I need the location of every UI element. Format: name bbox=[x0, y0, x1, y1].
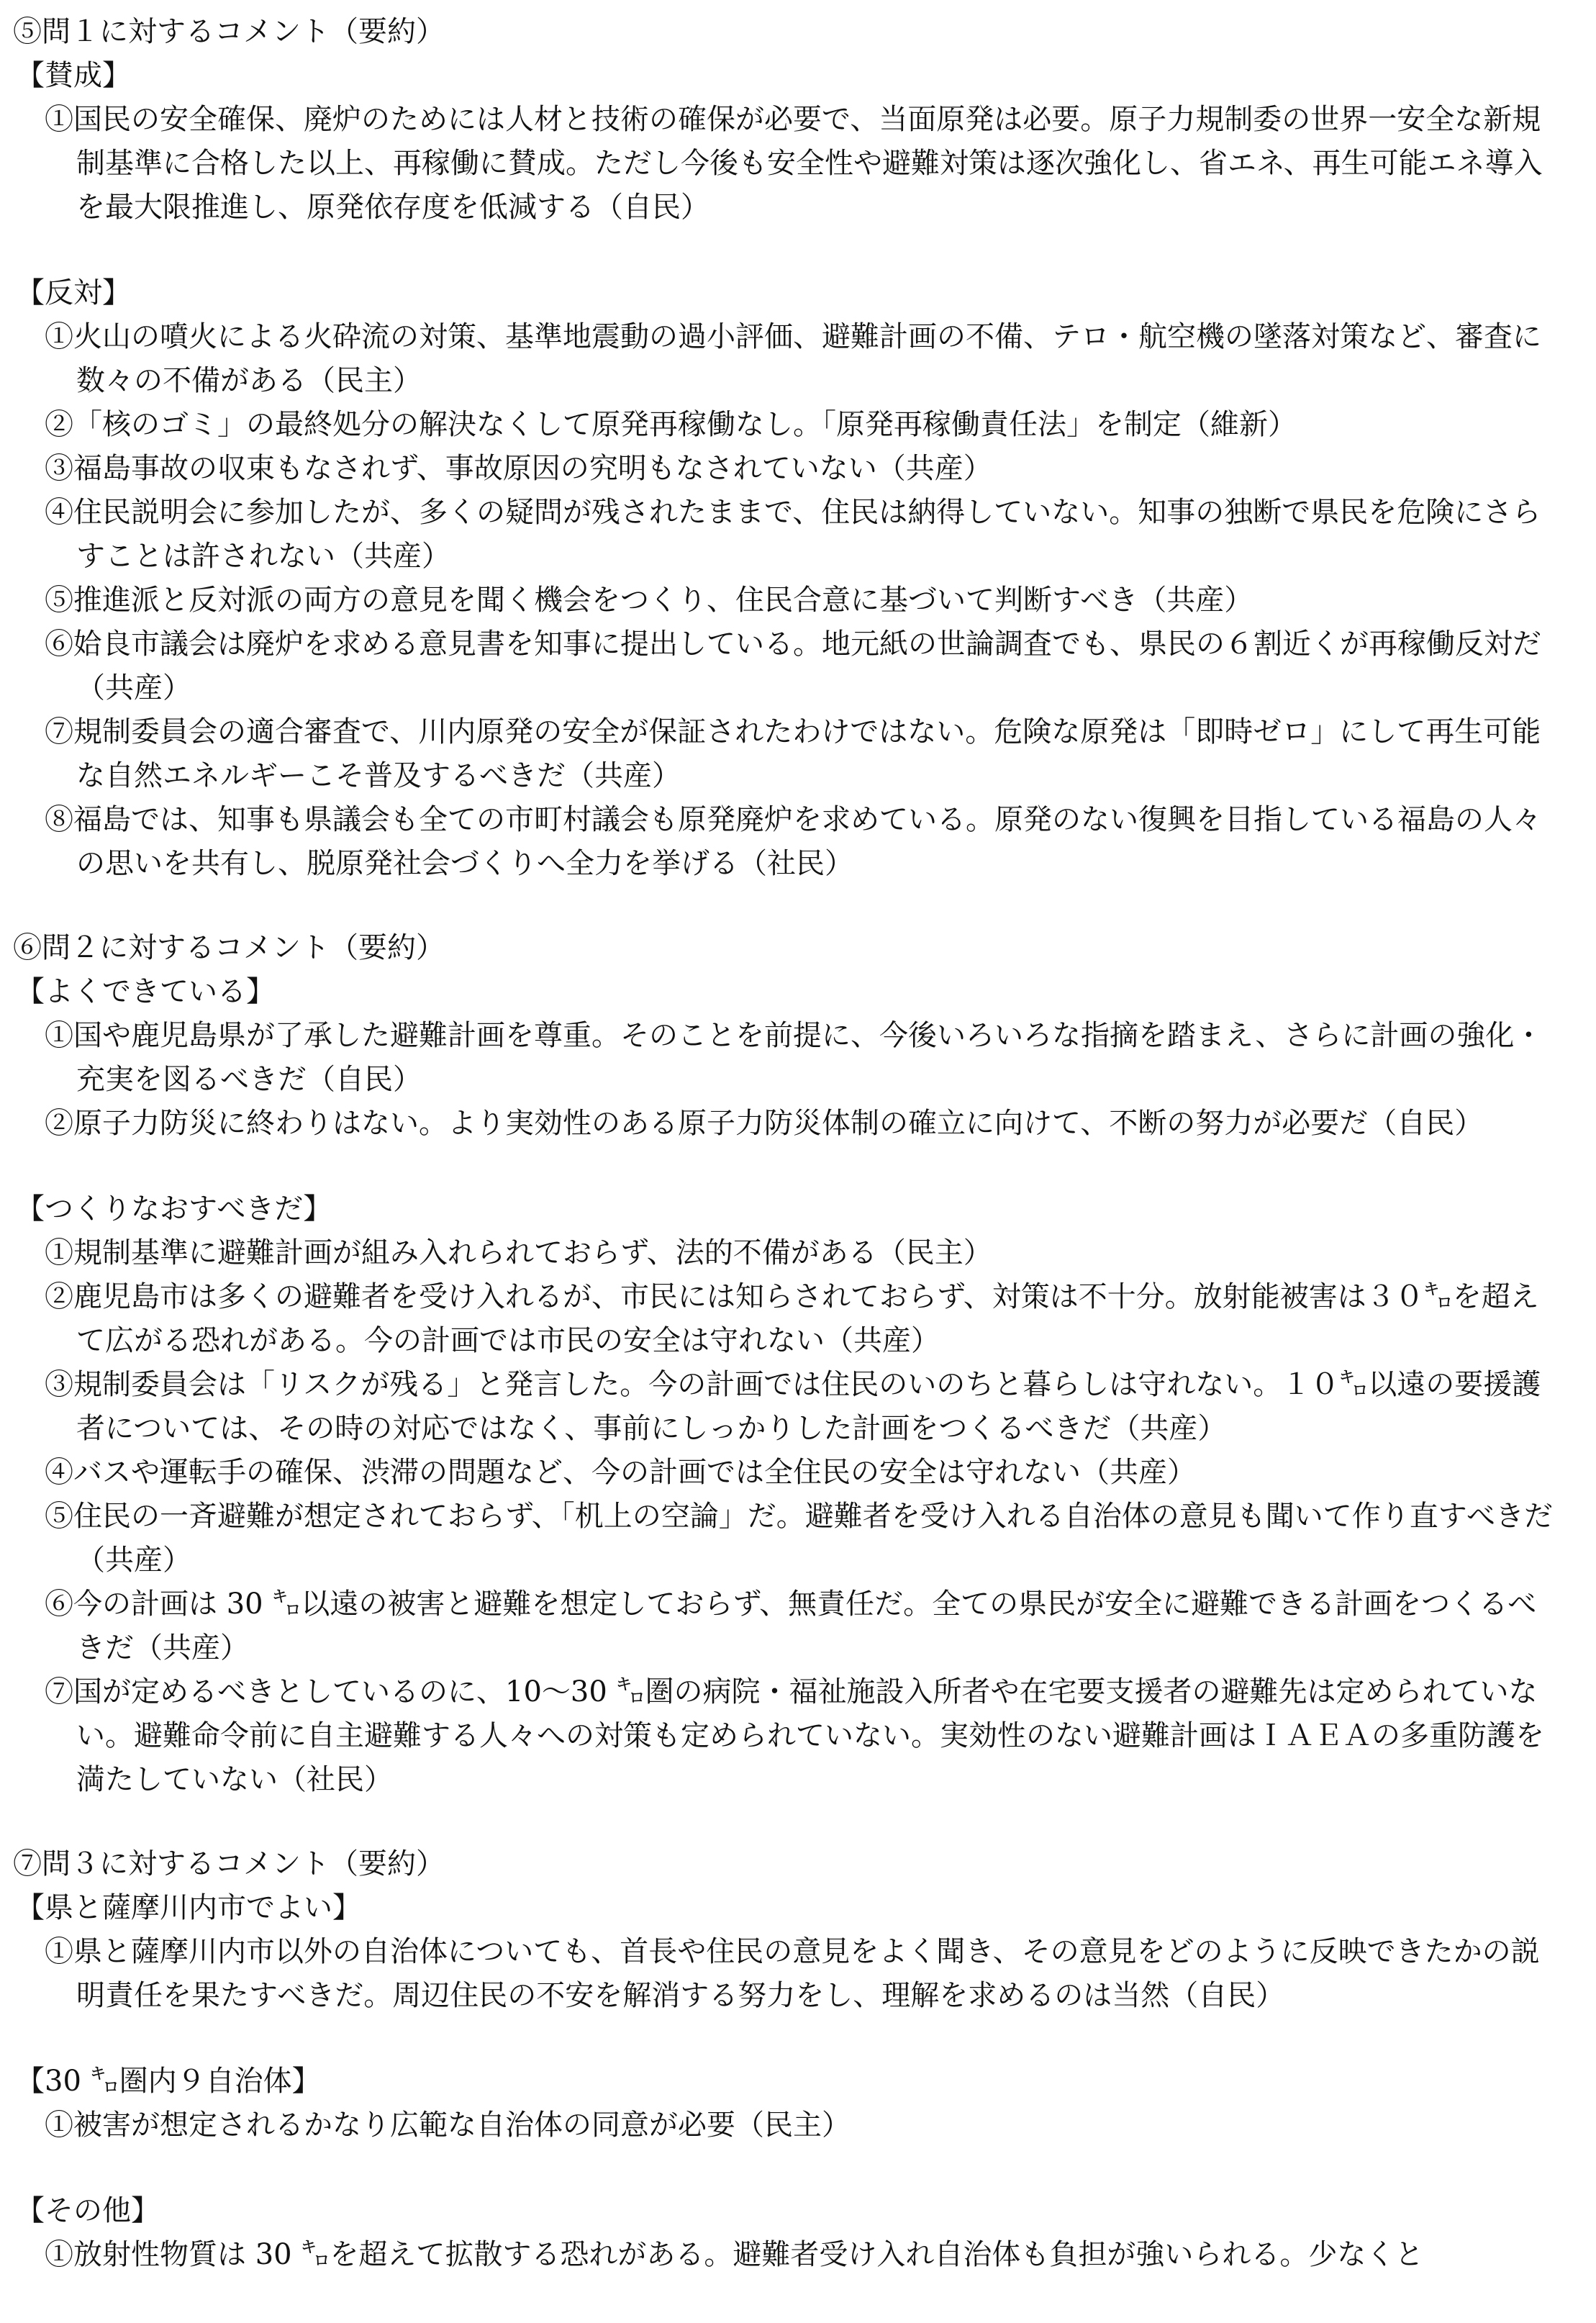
question-section bbox=[13, 10, 1553, 886]
group-heading: 【賛成】 bbox=[16, 59, 131, 92]
opinion-group bbox=[13, 2060, 1553, 2147]
comment-item: ②鹿児島市は多くの避難者を受け入れるが、市民には知らされておらず、対策は不十分。放射能被害は３０㌔を超えて広がる恐れがある。今の計画では市民の安全は守れない（共産） bbox=[45, 1280, 1539, 1357]
comment-list bbox=[13, 2233, 1553, 2277]
comment-item: ②「核のゴミ」の最終処分の解決なくして原発再稼働なし。「原発再稼働責任法」を制定（維新） bbox=[45, 408, 1297, 441]
comment-item: ⑤推進派と反対派の両方の意見を聞く機会をつくり、住民合意に基づいて判断すべき（共産） bbox=[45, 584, 1253, 617]
comment-item: ②原子力防災に終わりはない。より実効性のある原子力防災体制の確立に向けて、不断の努力が必要だ（自民） bbox=[45, 1107, 1484, 1140]
opinion-group bbox=[13, 1187, 1553, 1802]
group-heading: 【つくりなおすべきだ】 bbox=[16, 1192, 332, 1226]
opinion-group bbox=[13, 2189, 1553, 2277]
group-heading: 【30 ㌔圏内９自治体】 bbox=[16, 2065, 321, 2098]
comment-item: ③規制委員会は「リスクが残る」と発言した。今の計画では住民のいのちと暮らしは守れない。１０㌔以遠の要援護者については、その時の対応ではなく、事前にしっかりした計画をつくるべきだ（共産） bbox=[45, 1368, 1541, 1445]
group-heading: 【よくできている】 bbox=[16, 975, 275, 1008]
comment-item: ①国民の安全確保、廃炉のためには人材と技術の確保が必要で、当面原発は必要。原子力規制委の世界一安全な新規制基準に合格した以上、再稼働に賛成。ただし今後も安全性や避難対策は逐次強化し、省エネ、再生可能エネ導入を最大限推進し、原発依存度を低減する（自民） bbox=[45, 103, 1543, 224]
comment-item: ⑧福島では、知事も県議会も全ての市町村議会も原発廃炉を求めている。原発のない復興を目指している福島の人々の思いを共有し、脱原発社会づくりへ全力を挙げる（社民） bbox=[45, 803, 1541, 880]
comment-item: ⑥今の計画は 30 ㌔以遠の被害と避難を想定しておらず、無責任だ。全ての県民が安全に避難できる計画をつくるべきだ（共産） bbox=[45, 1588, 1537, 1665]
comment-item: ①被害が想定されるかなり広範な自治体の同意が必要（民主） bbox=[45, 2109, 851, 2142]
question-section bbox=[13, 926, 1553, 1802]
opinion-group bbox=[13, 54, 1553, 230]
comment-item: ⑥姶良市議会は廃炉を求める意見書を知事に提出している。地元紙の世論調査でも、県民の６割近くが再稼働反対だ（共産） bbox=[45, 628, 1541, 705]
question-title: ⑦問３に対するコメント（要約） bbox=[13, 1847, 445, 1880]
opinion-group bbox=[13, 1886, 1553, 2018]
question-title: ⑤問１に対するコメント（要約） bbox=[13, 15, 445, 48]
comment-item: ①県と薩摩川内市以外の自治体についても、首長や住民の意見をよく聞き、その意見をどのように反映できたかの説明責任を果たすべきだ。周辺住民の不安を解消する努力をし、理解を求めるのは当然（自民） bbox=[45, 1935, 1540, 2012]
group-heading: 【その他】 bbox=[16, 2194, 160, 2227]
opinion-group bbox=[13, 271, 1553, 886]
comment-item: ①火山の噴火による火砕流の対策、基準地震動の過小評価、避難計画の不備、テロ・航空機の墜落対策など、審査に数々の不備がある（民主） bbox=[45, 320, 1541, 397]
group-heading: 【県と薩摩川内市でよい】 bbox=[16, 1891, 361, 1924]
comment-list bbox=[13, 315, 1553, 886]
question-title: ⑥問２に対するコメント（要約） bbox=[13, 931, 445, 964]
comment-list bbox=[13, 1231, 1553, 1802]
group-heading: 【反対】 bbox=[16, 276, 131, 309]
comment-list bbox=[13, 2104, 1553, 2147]
comment-list bbox=[13, 1930, 1553, 2018]
comment-item: ①放射性物質は 30 ㌔を超えて拡散する恐れがある。避難者受け入れ自治体も負担が強いられる。少なくと bbox=[45, 2238, 1424, 2271]
comment-item: ③福島事故の収束もなされず、事故原因の究明もなされていない（共産） bbox=[45, 452, 992, 485]
document bbox=[13, 10, 1553, 2317]
question-section bbox=[13, 1842, 1553, 2277]
comment-item: ①国や鹿児島県が了承した避難計画を尊重。そのことを前提に、今後いろいろな指摘を踏まえ、さらに計画の強化・充実を図るべきだ（自民） bbox=[45, 1019, 1543, 1096]
opinion-group bbox=[13, 970, 1553, 1146]
comment-item: ④バスや運転手の確保、渋滞の問題など、今の計画では全住民の安全は守れない（共産） bbox=[45, 1456, 1196, 1489]
comment-list bbox=[13, 98, 1553, 230]
comment-item: ①規制基準に避難計画が組み入れられておらず、法的不備がある（民主） bbox=[45, 1236, 992, 1269]
comment-item: ⑦国が定めるべきとしているのに、10〜30 ㌔圏の病院・福祉施設入所者や在宅要支援者の避難先は定められていない。避難命令前に自主避難する人々への対策も定められていない。実効性のない避難計画はＩＡＥＡの多重防護を満たしていない（社民） bbox=[45, 1675, 1544, 1796]
comment-list bbox=[13, 1014, 1553, 1146]
comment-item: ④住民説明会に参加したが、多くの疑問が残されたままで、住民は納得していない。知事の独断で県民を危険にさらすことは許されない（共産） bbox=[45, 496, 1541, 573]
comment-item: ⑦規制委員会の適合審査で、川内原発の安全が保証されたわけではない。危険な原発は「即時ゼロ」にして再生可能な自然エネルギーこそ普及するべきだ（共産） bbox=[45, 715, 1541, 792]
comment-item: ⑤住民の一斉避難が想定されておらず、「机上の空論」だ。避難者を受け入れる自治体の意見も聞いて作り直すべきだ（共産） bbox=[45, 1500, 1553, 1577]
